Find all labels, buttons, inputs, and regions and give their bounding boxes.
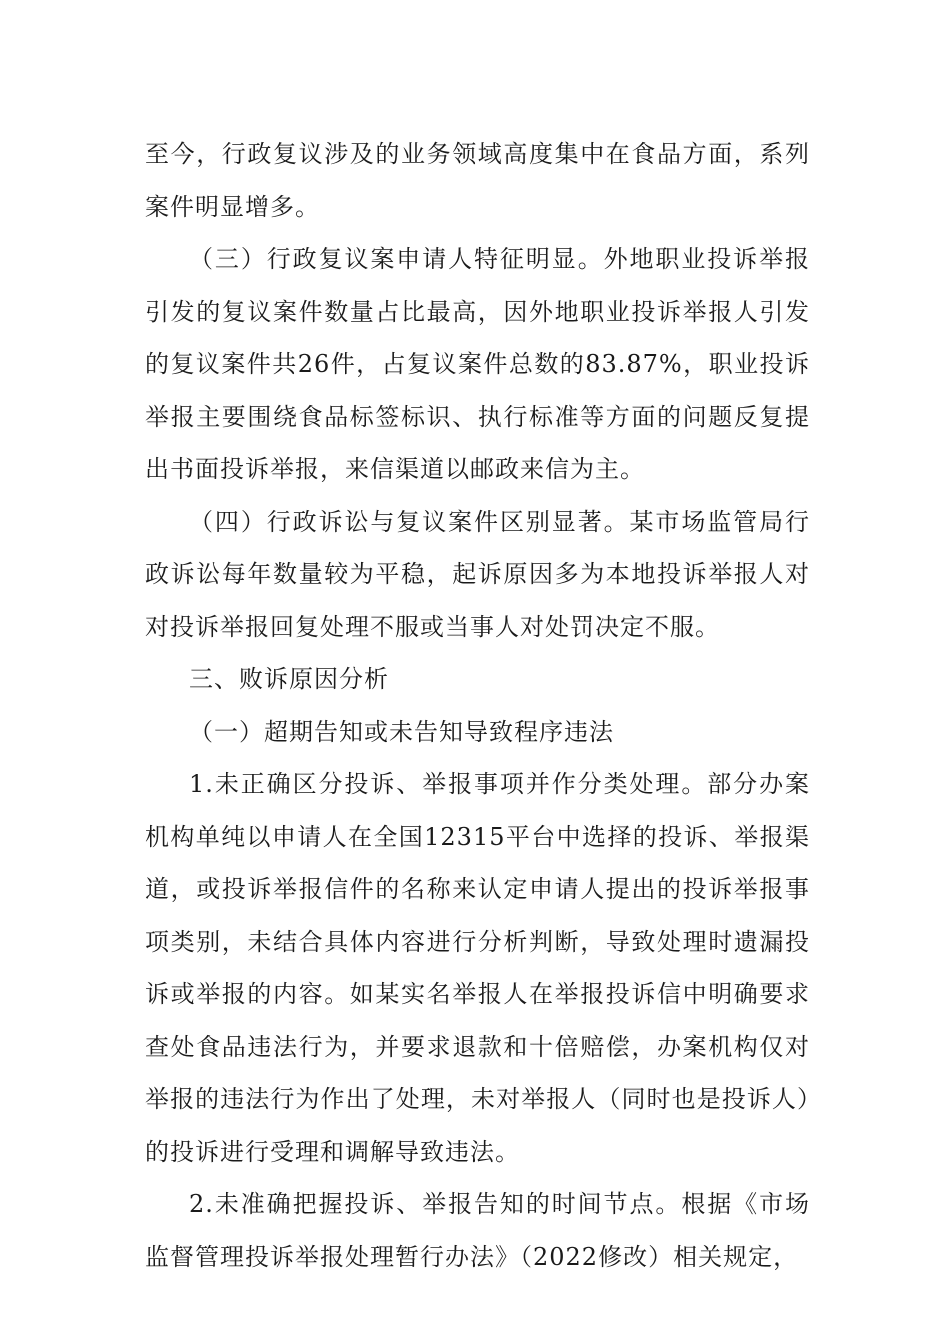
paragraph-continuation: 至今，行政复议涉及的业务领域高度集中在食品方面，系列案件明显增多。 <box>145 140 810 221</box>
heading-loss-cause-analysis: 三、败诉原因分析 <box>189 665 389 693</box>
paragraph-section-4: （四）行政诉讼与复议案件区别显著。某市场监管局行政诉讼每年数量较为平稳，起诉原因多为本地投诉举报人对对投诉举报回复处理不服或当事人对处罚决定不服。 <box>145 507 810 641</box>
paragraph-point-2: 2.未准确把握投诉、举报告知的时间节点。根据《市场监督管理投诉举报处理暂行办法》（2022修改）相关规定， <box>145 1190 810 1271</box>
document-body <box>145 128 810 1283</box>
paragraph-point-1: 1.未正确区分投诉、举报事项并作分类处理。部分办案机构单纯以申请人在全国12315平台中选择的投诉、举报渠道，或投诉举报信件的名称来认定申请人提出的投诉举报事项类别，未结合具体内容进行分析判断，导致处理时遗漏投诉或举报的内容。如某实名举报人在举报投诉信中明确要求查处食品违法行为，并要求退款和十倍赔偿，办案机构仅对举报的违法行为作出了处理，未对举报人（同时也是投诉人）的投诉进行受理和调解导致违法。 <box>145 770 810 1166</box>
paragraph-section-3: （三）行政复议案申请人特征明显。外地职业投诉举报引发的复议案件数量占比最高，因外地职业投诉举报人引发的复议案件共26件，占复议案件总数的83.87%，职业投诉举报主要围绕食品标签标识、执行标准等方面的问题反复提出书面投诉举报，来信渠道以邮政来信为主。 <box>145 245 810 483</box>
subheading-procedure-violation: （一）超期告知或未告知导致程序违法 <box>189 717 614 746</box>
